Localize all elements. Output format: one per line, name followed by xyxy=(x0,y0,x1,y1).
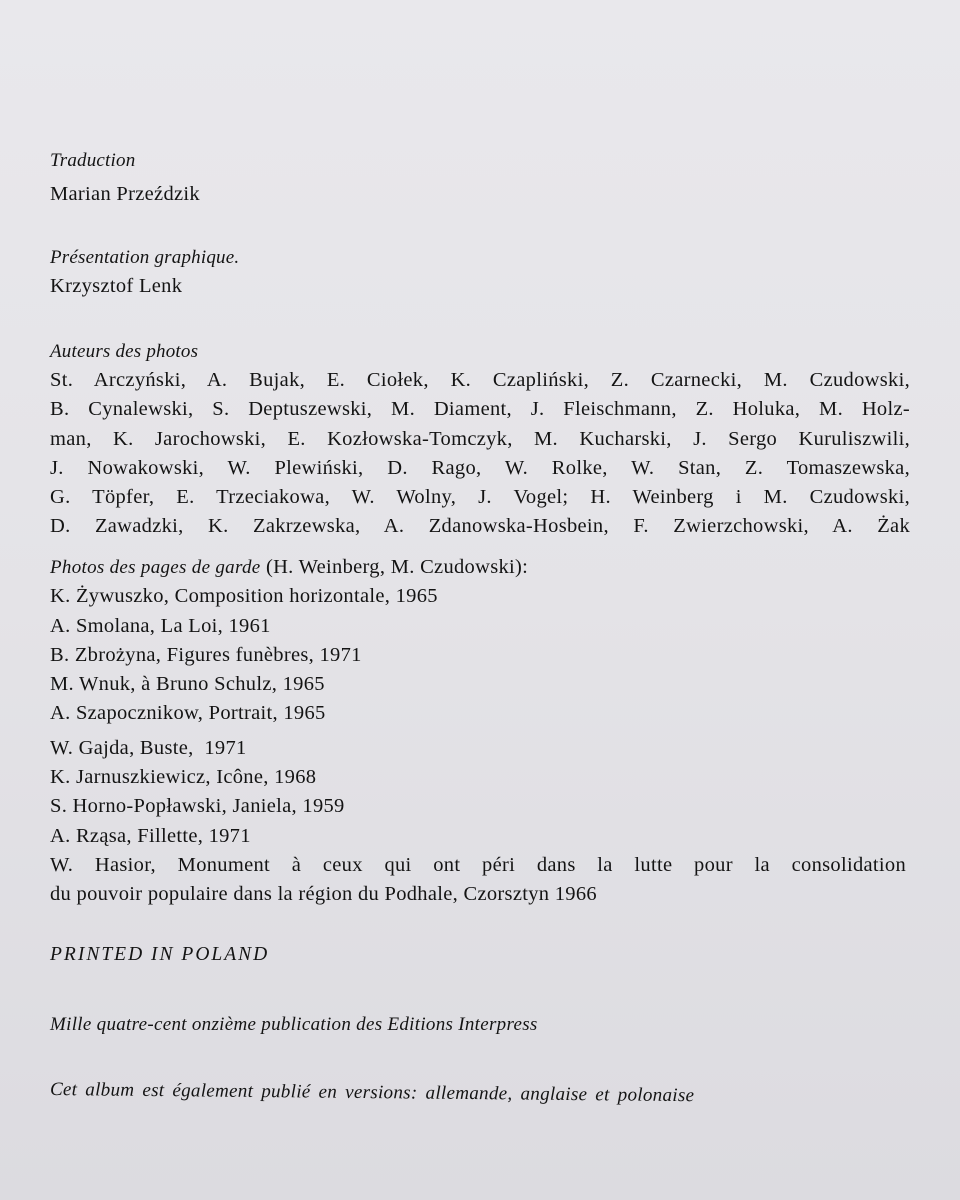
endpaper-item: A. Szapocznikow, Portrait, 1965 xyxy=(50,702,326,725)
publication-section xyxy=(50,1014,910,1036)
printed-in-poland: PRINTED IN POLAND xyxy=(50,944,270,965)
endpapers-label: Photos des pages de garde xyxy=(50,557,261,578)
endpapers-credit: (H. Weinberg, M. Czudowski): xyxy=(265,556,529,578)
photo-authors-label: Auteurs des photos xyxy=(50,341,199,362)
photo-authors-section xyxy=(50,339,910,542)
versions-section xyxy=(49,1079,910,1107)
translation-label: Traduction xyxy=(50,150,136,171)
endpaper-item: K. Jarnuszkiewicz, Icône, 1968 xyxy=(50,766,317,789)
photo-authors-line: D. Zawadzki, K. Zakrzewska, A. Zdanowska-Hosbein, F. Zwierzchowski, A. Żak xyxy=(50,515,910,538)
endpaper-item: B. Zbrożyna, Figures funèbres, 1971 xyxy=(50,643,362,666)
designer-name: Krzysztof Lenk xyxy=(50,275,183,297)
translation-section xyxy=(50,148,910,209)
printed-in-section xyxy=(50,944,910,966)
translator-name: Marian Przeździk xyxy=(50,183,200,205)
graphic-design-section xyxy=(50,245,910,301)
photo-authors-line: St. Arczyński, A. Bujak, E. Ciołek, K. Czapliński, Z. Czarnecki, M. Czudowski, xyxy=(50,369,910,391)
endpapers-section xyxy=(50,553,910,910)
photo-authors-line: G. Töpfer, E. Trzeciakowa, W. Wolny, J. Vogel; H. Weinberg i M. Czudowski, xyxy=(50,486,910,509)
endpaper-item: W. Gajda, Buste, 1971 xyxy=(50,736,247,759)
photo-authors-line: man, K. Jarochowski, E. Kozłowska-Tomczyk, M. Kucharski, J. Sergo Kuruliszwili, xyxy=(50,427,910,450)
graphic-design-label: Présentation graphique. xyxy=(50,247,240,268)
endpaper-item: M. Wnuk, à Bruno Schulz, 1965 xyxy=(50,673,325,696)
endpaper-item-hasior: W. Hasior, Monument à ceux qui ont péri dans la lutte pour la consolidation xyxy=(50,853,906,876)
endpaper-item: S. Horno-Popławski, Janiela, 1959 xyxy=(50,795,345,818)
endpaper-item: A. Rząsa, Fillette, 1971 xyxy=(50,824,251,847)
versions-note: Cet album est également publié en versions: allemande, anglaise et polonaise xyxy=(49,1079,695,1107)
photo-authors-line: J. Nowakowski, W. Plewiński, D. Rago, W. Rolke, W. Stan, Z. Tomaszewska, xyxy=(50,456,910,479)
photo-authors-line: B. Cynalewski, S. Deptuszewski, M. Diament, J. Fleischmann, Z. Holuka, M. Holz- xyxy=(50,398,910,421)
endpaper-item-hasior-continued: du pouvoir populaire dans la région du Podhale, Czorsztyn 1966 xyxy=(50,883,597,906)
endpaper-item: K. Żywuszko, Composition horizontale, 1965 xyxy=(50,585,438,608)
endpapers-heading xyxy=(50,553,910,582)
endpaper-item: A. Smolana, La Loi, 1961 xyxy=(50,614,271,637)
publication-note: Mille quatre-cent onzième publication des Editions Interpress xyxy=(50,1014,538,1035)
